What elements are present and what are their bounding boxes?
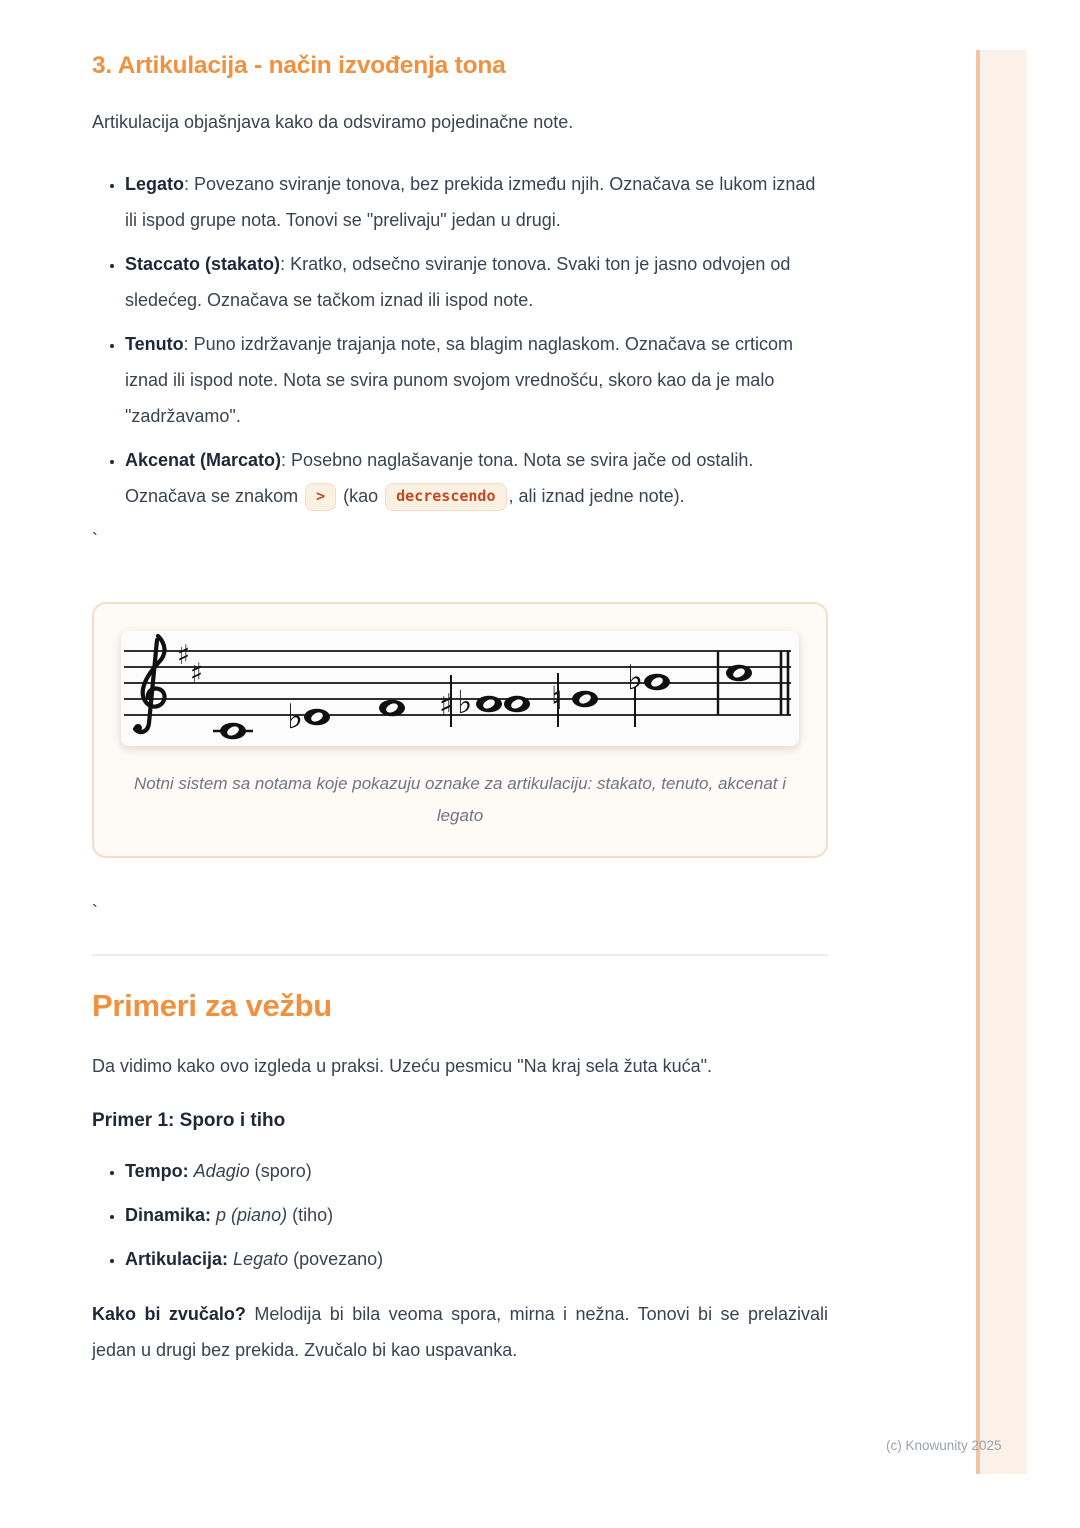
term-value-italic: Legato [233,1249,289,1269]
svg-text:♯: ♯ [190,658,204,689]
conclusion-text: Melodija bi bila veoma spora, mirna i nežna. Tonovi bi se prelazivali jedan u drugi bez prekida. Zvučalo bi kao uspavanka. [92,1304,828,1360]
example-list [92,1156,828,1274]
term-label: Artikulacija: [125,1249,229,1269]
list-item-legato [125,166,828,238]
articulation-list [92,166,828,514]
list-item-staccato [125,246,828,318]
term-label: Tempo: [125,1161,189,1181]
right-margin-stripe [976,50,1027,1474]
list-item-tempo [125,1156,828,1186]
term-label: Akcenat (Marcato) [125,450,282,470]
figure-panel [92,602,828,858]
term-description: : Puno izdržavanje trajanja note, sa blagim naglaskom. Označava se crticom iznad ili ispod note. Nota se svira punom svojom vrednošću, skoro kao da je malo "zadržavamo". [125,334,793,426]
list-item-tenuto [125,326,828,434]
term-label: Legato [125,174,185,194]
section-intro: Artikulacija objašnjava kako da odsviramo pojedinačne note. [92,112,574,132]
example-title: Primer 1: Sporo i tiho [92,1110,286,1131]
term-value-italic: p (piano) [216,1205,288,1225]
figure-caption: Notni sistem sa notama koje pokazuju oznake za artikulaciju: stakato, tenuto, akcenat i legato [133,774,787,825]
svg-text:♭: ♭ [627,658,644,698]
term-description: , ali iznad jedne note). [508,486,685,506]
practice-heading: Primeri za vežbu [92,988,332,1023]
term-description: : Povezano sviranje tonova, bez prekida između njih. Označava se lukom iznad ili ispod grupe nota. Tonovi se "prelivaju" jedan u drugi. [125,174,816,230]
svg-text:♭: ♭ [287,697,304,737]
svg-text:♯: ♯ [439,688,454,723]
term-note: (sporo) [249,1161,312,1181]
section-divider [92,954,828,956]
inline-code-decrescendo: decrescendo [385,483,506,511]
term-label: Staccato (stakato) [125,254,281,274]
term-description: (kao [338,486,384,506]
music-staff-notation-svg [121,631,797,746]
copyright: (c) Knowunity 2025 [886,1438,1002,1453]
list-item-dinamika [125,1200,828,1230]
conclusion-lead: Kako bi zvučalo? [92,1304,246,1324]
list-item-akcenat [125,442,828,514]
key-signature-sharps [177,640,203,689]
svg-text:♭: ♭ [457,683,473,721]
stray-backtick: ` [92,902,98,922]
staff-image [121,631,799,746]
term-note: (povezano) [288,1249,384,1269]
stray-backtick: ` [92,530,98,550]
term-label: Tenuto [125,334,184,354]
section-heading: 3. Artikulacija - način izvođenja tona [92,52,506,79]
inline-code-accent-symbol: > [305,483,336,511]
list-item-artikulacija [125,1244,828,1274]
term-description: : Kratko, odsečno sviranje tonova. Svaki ton je jasno odvojen od sledećeg. Označava se tačkom iznad ili ispod note. [125,254,791,310]
svg-text:♮: ♮ [551,679,563,717]
practice-intro: Da vidimo kako ovo izgleda u praksi. Uzeću pesmicu "Na kraj sela žuta kuća". [92,1056,713,1076]
term-value-italic: Adagio [193,1161,250,1181]
svg-text:♯: ♯ [177,640,191,671]
conclusion-paragraph [92,1296,828,1368]
term-note: (tiho) [287,1205,334,1225]
term-label: Dinamika: [125,1205,212,1225]
note-content [92,0,828,1368]
term-description: : Posebno naglašavanje tona. Nota se svira jače od ostalih. Označava se znakom [125,450,754,506]
